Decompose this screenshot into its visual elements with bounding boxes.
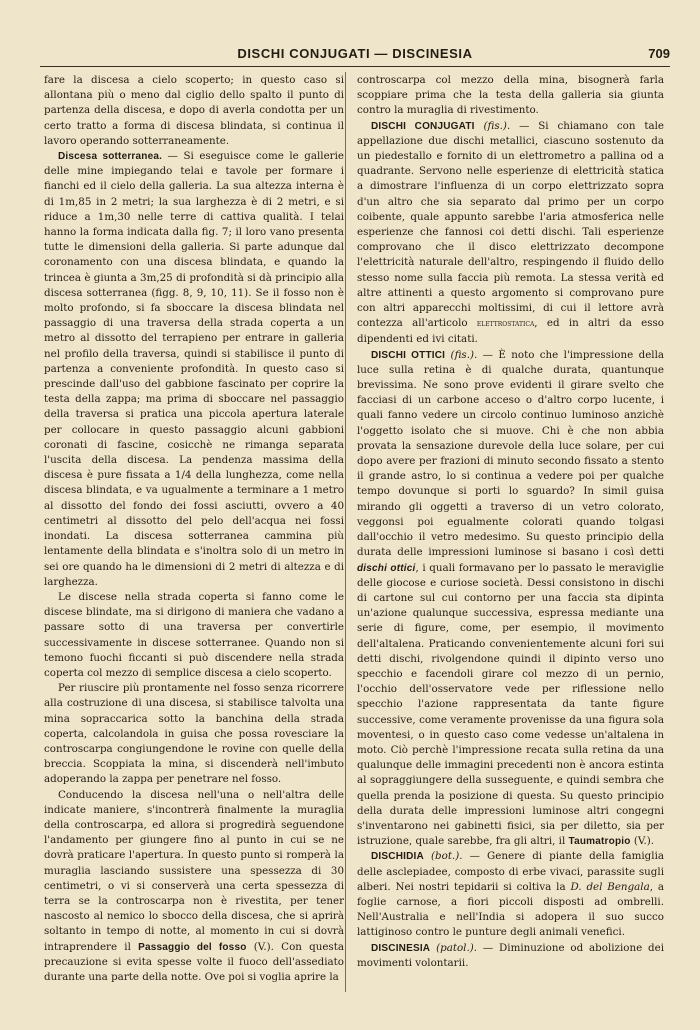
- paragraph: Per riuscire più prontamente nel fosso senza ricorrere alla costruzione di una discesa, si stabilisce talvolta una mina sopraccarica sotto la banchina della strada coperta, calcolandola in guisa che possa rovesciare la controscarpa congiungendone le rovine con quelle della breccia. Scoppiata la mina, si discenderà nell'imbuto adoperando la zappa per penetrare nel fosso.: [44, 682, 344, 786]
- paragraph: controscarpa col mezzo della mina, bisognerà farla scoppiare prima che la testa della galleria sia giunta contro la muraglia di rivestimento.: [357, 74, 664, 117]
- cross-reference: elettrostatica: [476, 319, 535, 330]
- entry-discinesia: [357, 941, 664, 971]
- subheading-discesa-sotterranea: Discesa sotterranea.: [58, 151, 163, 163]
- entry-dischi-conjugati: [357, 119, 664, 348]
- paragraph: Le discese nella strada coperta si fanno come le discese blindate, ma si dirigono di maniera che vadano a passare sotto di una traversa per convertirle successivamente in discese sotterranee. Quando non si temono fuochi ficcanti si può discendere nella strada coperta col mezzo di semplice discesa a cielo scoperto.: [44, 590, 344, 679]
- entry-dischidia: [357, 849, 664, 940]
- header-title: DISCHI CONJUGATI — DISCINESIA: [237, 46, 473, 61]
- entry-text: , a foglie carnose, a fiori piccoli disposti ad ombrelli. Nell'Australia e nell'India si adopera il suo succo lattiginoso contro le punture degli animali venefici.: [357, 880, 664, 939]
- entry-category: (fis.): [450, 348, 475, 361]
- entry-category: (patol.): [436, 941, 474, 954]
- right-column: [357, 73, 664, 971]
- entry-text: . — Si chiamano con tale appellazione due dischi metallici, ciascuno sostenuto da un piedestallo e fornito di un elettrometro a pallina od a quadrante. Servono nelle esperienze di elettricità statica a dimostrare l'influenza di un corpo elettrizzato sopra d'un altro che sia separato dal primo per un corpo coibente, quale appunto sarebbe l'aria atmosferica nelle esperienze che fannosi coi detti dischi. Tali esperienze comprovano che il disco elettrizzato decompone l'elettricità naturale dell'altro, respingendo il fluido dello stesso nome sulla faccia più remota. La stessa verità ed altre attinenti a questo argomento si comprovano pure con altri apparecchi moltissimi, di cui il lettore avrà contezza all'articolo: [357, 119, 664, 330]
- column-divider: [345, 72, 346, 992]
- entry-text: . — Genere di piante della famiglia delle asclepiadee, composto di erbe vivaci, parassite sugli alberi. Nei nostri tepidarii si coltiva la: [357, 850, 664, 893]
- species-name: D. del Bengala: [570, 880, 650, 893]
- entry-text: (V.).: [630, 835, 655, 848]
- entry-headword: DISCHI CONJUGATI: [371, 120, 475, 132]
- entry-text: . — Diminuzione od abolizione dei movimenti volontarii.: [357, 941, 665, 969]
- paragraph-text: Conducendo la discesa nell'una o nell'altra delle indicate maniere, s'incontrerà finalmente la muraglia della controscarpa, ed allora si progredirà seguendone l'andamento per giungere fino al punto in cui se ne dovrà praticare l'apertura. In questo punto si romperà la muraglia lasciando sussistere una spessezza di 30 centimetri, o vi si conserverà una certa spessezza di terra se la controscarpa non è rivestita, per tener nascosto al nemico lo sbocco della discesa, che si aprirà soltanto in tempo di notte, al momento in cui si dovrà intraprendere il: [44, 788, 344, 953]
- entry-text: , ed in altri da esso dipendenti ed ivi citati.: [357, 317, 664, 346]
- entry-category: (fis.): [483, 119, 507, 132]
- entry-text: . — È noto che l'impressione della luce sulla retina è di qualche durata, quantunque brevissima. Ne sono prove evidenti il girare svelto che facciasi di un carbone acceso o d'altro corpo lucente, i quali fanno vedere un circolo continuo luminoso anzichè l'oggetto isolato che si muove. Chi è che non abbia provata la sensazione durevole della luce solare, per cui dopo avere per frazioni di minuto secondo fissato a stento il grande astro, lo si continua a vedere poi per qualche tempo dovunque si porti lo sguardo? In simil guisa mirando gli oggetti a traverso di un vetro colorato, veggonsi poi egualmente colorati quando tolgasi dall'occhio il vetro medesimo. Su questo principio della durata delle impressioni luminose si basano i così detti: [357, 348, 665, 559]
- paragraph: fare la discesa a cielo scoperto; in questo caso si allontana più o meno dal ciglio dello spalto il punto di partenza della discesa, e dopo di averla condotta per un certo tratto a forma di discesa blindata, si continua il lavoro operando sotterraneamente.: [44, 74, 344, 147]
- paragraph-text: — Si eseguisce come le gallerie delle mine impiegando telai e tavole per formare i fianchi ed il cielo della galleria. La sua altezza interna è di 1m,85 in 2 metri; la sua larghezza è di 2 metri, e si riduce a 1m,30 nelle terre di cattiva qualità. I telai hanno la forma indicata dalla fig. 7; il loro vano presenta tutte le dimensioni della galleria. Si parte adunque dal coronamento con una discesa blindata, e quando la trincea è giunta a 3m,25 di profondità si dà principio alla discesa sotterranea (figg. 8, 9, 10, 11). Se il fosso non è molto profondo, si fa sboccare la discesa blindata nel passaggio di una traversa della strada coperta a un metro al dissotto del terrapieno per entrare in galleria nel profilo della traversa, quindi si stabilisce il punto di partenza a conveniente profondità. In questo caso si prescinde dall'uso del gabbione fascinato per coprire la testa della zappa; ma prima di sboccare nel passaggio della traversa si pratica una piccola apertura laterale per collocare in questo passaggio alcuni gabbioni coronati di fascine, cosicchè ne rimanga separata l'uscita della discesa. La pendenza massima della discesa è pure fissata a 1/4 della lunghezza, come nella discesa blindata, e va ugualmente a terminare a 1 metro al dissotto del fondo dei fossi asciutti, ovvero a 40 centimetri al dissotto del pelo dell'acqua nei fossi inondati. La discesa sotterranea cammina più lentamente della blindata e s'inoltra solo di un metro in sei ore quando ha le dimensioni di 2 metri di altezza e di larghezza.: [44, 150, 344, 588]
- running-header: [40, 42, 670, 67]
- entry-dischi-ottici: [357, 348, 664, 850]
- entry-text: , i quali formavano per lo passato le meraviglie delle giocose e curiose società. Dessi consistono in dischi di cartone sul cui contorno per una faccia sta dipinta un'azione qualunque successiva, espressa mediante una serie di figure, come, per esempio, il movimento dell'altalena. Praticando convenientemente alcuni fori sui detti dischi, rivolgendone quindi il dipinto verso uno specchio e facendoli girare col mezzo di un pernio, l'occhio dell'osservatore vede per riflessione nello specchio l'azione rappresentata da tante figure successive, come veramente provenisse da una figura sola moventesi, o in questo caso come vedesse un'altalena in moto. Ciò perchè l'impressione recata sulla retina da una qualunque delle immagini precedenti non è ancora estinta al sopraggiungere della susseguente, e quindi sembra che quella prenda la posizione di questa. Su questo principio della durata delle impressioni luminose altri congegni s'inventarono nei gabinetti fisici, sia per diletto, sia per istruzione, quale sarebbe, fra gli altri, il: [357, 561, 664, 848]
- cross-reference: Passaggio del fosso: [138, 941, 247, 953]
- left-column: [44, 73, 344, 985]
- paragraph: [44, 149, 344, 590]
- entry-headword: DISCINESIA: [371, 942, 431, 954]
- page-number: 709: [648, 46, 670, 61]
- paragraph: [44, 788, 344, 986]
- paragraph-text: (V.). Con questa precauzione si evita spesse volte il fuoco dell'assediato durante una parte della notte. Ove poi si voglia aprire la: [44, 940, 344, 983]
- entry-headword: DISCHI OTTICI: [371, 349, 446, 361]
- emphasis: dischi ottici: [357, 562, 416, 574]
- entry-category: (bot.): [431, 850, 460, 863]
- cross-reference: Taumatropio: [568, 836, 631, 848]
- entry-headword: DISCHIDIA: [371, 851, 424, 863]
